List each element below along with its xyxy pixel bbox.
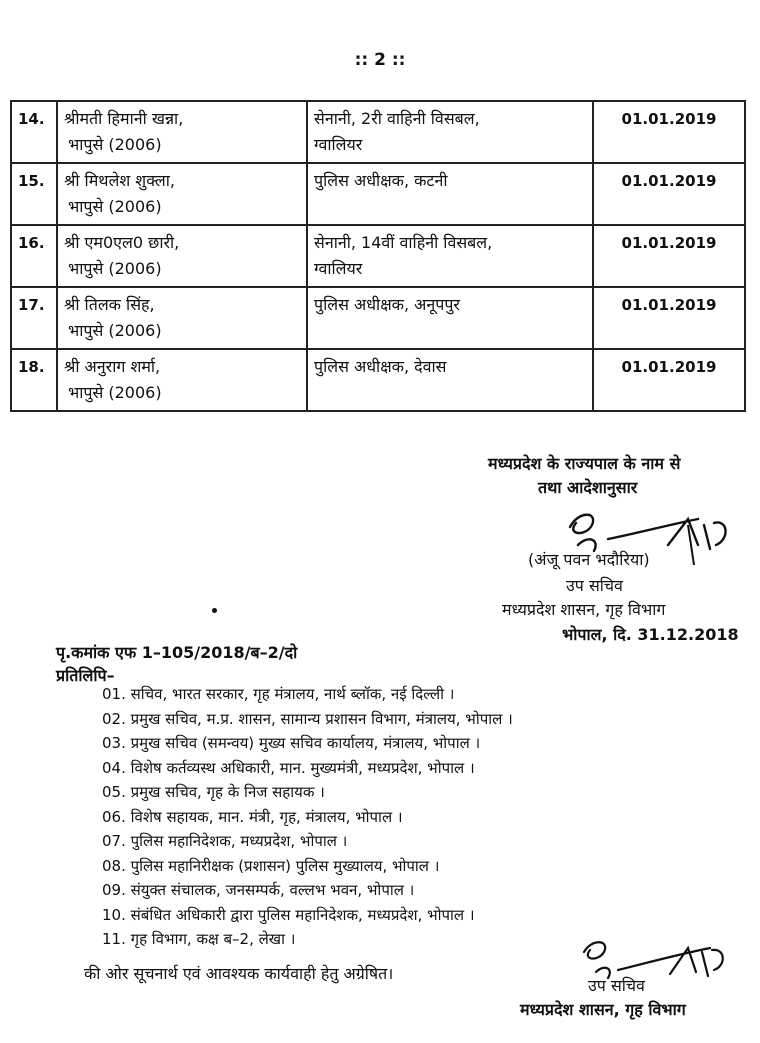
signatory-name: (अंजू पवन भदौरिया) xyxy=(528,550,650,569)
officer-cadre: भापुसे (2006) xyxy=(68,135,162,154)
list-item: 02. प्रमुख सचिव, म.प्र. शासन, सामान्य प्रशासन विभाग, मंत्रालय, भोपाल । xyxy=(102,709,513,728)
posting: सेनानी, 2री वाहिनी विसबल, xyxy=(314,109,480,128)
order-line-2: तथा आदेशानुसार xyxy=(538,478,638,497)
officer-name-cell xyxy=(57,101,307,163)
posting-line-2: ग्वालियर xyxy=(314,135,363,154)
page-number: :: 2 :: xyxy=(354,50,406,70)
list-item: 08. पुलिस महानिरीक्षक (प्रशासन) पुलिस मुख्यालय, भोपाल । xyxy=(102,856,440,875)
posting-line-2: ग्वालियर xyxy=(314,259,363,278)
effective-date: 01.01.2019 xyxy=(593,101,745,163)
officer-cadre: भापुसे (2006) xyxy=(68,321,162,340)
officer-cadre: भापुसे (2006) xyxy=(68,259,162,278)
list-item: 09. संयुक्त संचालक, जनसम्पर्क, वल्लभ भवन, भोपाल । xyxy=(102,881,415,899)
posting-cell xyxy=(307,225,593,287)
posting: पुलिस अधीक्षक, कटनी xyxy=(314,171,448,190)
copy-heading: प्रतिलिपि– xyxy=(56,666,115,685)
officer-name: श्री मिथलेश शुक्ला, xyxy=(64,171,175,190)
effective-date: 01.01.2019 xyxy=(593,163,745,225)
table-row xyxy=(11,163,745,225)
row-number: 16. xyxy=(11,225,57,287)
table-row xyxy=(11,101,745,163)
row-number: 14. xyxy=(11,101,57,163)
posting-cell xyxy=(307,101,593,163)
list-item: 10. संबंधित अधिकारी द्वारा पुलिस महानिदेशक, मध्यप्रदेश, भोपाल । xyxy=(102,905,475,924)
officer-name-cell xyxy=(57,287,307,349)
list-item: 07. पुलिस महानिदेशक, मध्यप्रदेश, भोपाल । xyxy=(102,832,348,850)
posting: सेनानी, 14वीं वाहिनी विसबल, xyxy=(314,233,493,252)
list-item: 06. विशेष सहायक, मान. मंत्री, गृह, मंत्रालय, भोपाल । xyxy=(102,807,403,826)
officer-name: श्री अनुराग शर्मा, xyxy=(64,357,161,376)
posting: पुलिस अधीक्षक, अनूपपुर xyxy=(314,295,460,314)
officer-cadre: भापुसे (2006) xyxy=(68,197,162,216)
officer-name-cell xyxy=(57,349,307,411)
posting-cell xyxy=(307,163,593,225)
row-number: 17. xyxy=(11,287,57,349)
officer-name: श्री एम0एल0 छारी, xyxy=(64,233,180,252)
forwarding-note: की ओर सूचनार्थ एवं आवश्यक कार्यवाही हेतु अग्रेषित। xyxy=(84,964,394,983)
order-line-1: मध्यप्रदेश के राज्यपाल के नाम से xyxy=(488,454,681,473)
officer-cadre: भापुसे (2006) xyxy=(68,383,162,402)
officer-name: श्रीमती हिमानी खन्ना, xyxy=(64,109,184,128)
row-number: 18. xyxy=(11,349,57,411)
table-row xyxy=(11,349,745,411)
effective-date: 01.01.2019 xyxy=(593,349,745,411)
copy-list xyxy=(102,682,513,952)
posting: पुलिस अधीक्षक, देवास xyxy=(314,357,447,376)
memo-number: पृ.कमांक एफ 1–105/2018/ब–2/दो xyxy=(56,643,298,662)
posting-cell xyxy=(307,349,593,411)
officer-name-cell xyxy=(57,163,307,225)
signatory-designation: उप सचिव xyxy=(566,576,623,595)
footer-designation: उप सचिव xyxy=(588,976,645,995)
table-row xyxy=(11,287,745,349)
posting-cell xyxy=(307,287,593,349)
ink-dot xyxy=(212,608,217,613)
list-item: 04. विशेष कर्तव्यस्थ अधिकारी, मान. मुख्यमंत्री, मध्यप्रदेश, भोपाल । xyxy=(102,758,475,777)
list-item: 03. प्रमुख सचिव (समन्वय) मुख्य सचिव कार्यालय, मंत्रालय, भोपाल । xyxy=(102,734,481,752)
effective-date: 01.01.2019 xyxy=(593,287,745,349)
list-item: 01. सचिव, भारत सरकार, गृह मंत्रालय, नार्थ ब्लॉक, नई दिल्ली । xyxy=(102,685,455,703)
effective-date: 01.01.2019 xyxy=(593,225,745,287)
list-item: 05. प्रमुख सचिव, गृह के निज सहायक । xyxy=(102,783,325,801)
row-number: 15. xyxy=(11,163,57,225)
signatory-department: मध्यप्रदेश शासन, गृह विभाग xyxy=(502,600,666,619)
place-date: भोपाल, दि. 31.12.2018 xyxy=(562,625,739,644)
list-item: 11. गृह विभाग, कक्ष ब–2, लेखा । xyxy=(102,930,296,948)
officers-table xyxy=(10,100,746,412)
table-row xyxy=(11,225,745,287)
footer-department: मध्यप्रदेश शासन, गृह विभाग xyxy=(520,1000,686,1019)
officer-name: श्री तिलक सिंह, xyxy=(64,295,155,314)
officer-name-cell xyxy=(57,225,307,287)
